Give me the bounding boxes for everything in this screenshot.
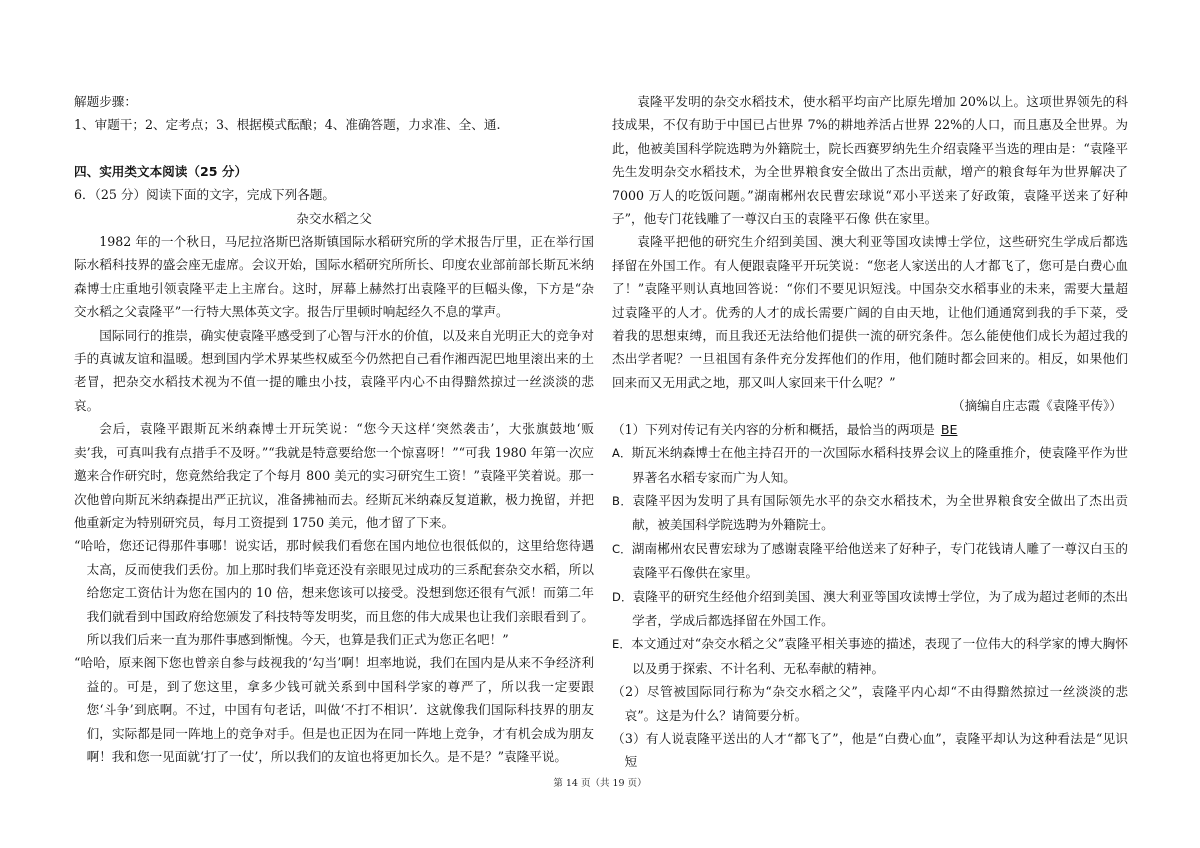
option-text: 袁隆平的研究生经他介绍到美国、澳大利亚等国攻读博士学位，为了成为超过老师的杰出学者，学成后都选择留在外国工作。 [632,588,1129,628]
option-c [612,537,1128,585]
article-paragraph: 国际同行的推崇，确实使袁隆平感受到了心智与汗水的价值，以及来自光明正大的竞争对手的真诚友谊和温暖。想到国内学术界某些权威至今仍然把自己看作湘西泥巴地里滚出来的土老冒，把杂交水稻技术视为不值一提的雕虫小技，袁隆平内心不由得黯然掠过一丝淡淡的悲哀。 [74,327,594,413]
section-heading: 四、实用类文本阅读（25 分） [74,163,248,179]
option-e [612,632,1128,680]
option-letter: E． [612,637,632,652]
question-2: （2）尽管被国际同行称为“杂交水稻之父”，袁隆平内心却“不由得黯然掠过一丝淡淡的悲哀”。这是为什么？请简要分析。 [612,684,1128,723]
question-3: （3）有人说袁隆平送出的人才“都飞了”，他是“白费心血”，袁隆平却认为这种看法是“见识短 [612,730,1128,770]
option-text: 湖南郴州农民曹宏球为了感谢袁隆平给他送来了好种子，专门花钱请人雕了一尊汉白玉的袁隆平石像供在家里。 [631,540,1128,581]
option-letter: C． [612,541,632,556]
article-paragraph: 袁隆平发明的杂交水稻技术，使水稻平均亩产比原先增加 20%以上。这项世界领先的科技成果，不仅有助于中国已占世界 7%的耕地养活占世界 22%的人口，而且惠及全世界。为此，他被美国科学院选聘为外籍院士，院长西赛罗纳先生介绍袁隆平当选的理由是：“袁隆平先生发明杂交水稻技术，为全世界粮食安全做出了杰出贡献，增产的粮食每年为世界解决了 7000 万人的吃饭问题。”湖南郴州农民曹宏球说“邓小平送来了好政策，袁隆平送来了好种子”，他专门花钱雕了一尊汉白玉的袁隆平石像 供在家里。 [612,94,1128,227]
question-1-text: （1）下列对传记有关内容的分析和概括，最恰当的两项是 [612,421,935,437]
left-column [74,90,594,768]
option-letter: A． [612,446,632,461]
option-b [612,489,1128,537]
option-a [612,441,1128,489]
article-title: 杂交水稻之父 [296,210,372,226]
article-paragraph: 会后，袁隆平跟斯瓦米纳森博士开玩笑说：“您今天这样‘突然袭击’，大张旗鼓地‘贩卖’我，可真叫我有点措手不及呀。”“我就是特意要给您一个惊喜呀！”“可我 1980 年第一次应邀来合作研究时，您竟然给我定了个每月 800 美元的实习研究生工资！”袁隆平笑着说。那一次他曾向斯瓦米纳森提出严正抗议，准备拂袖而去。经斯瓦米纳森反复道歉，极力挽留，并把他重新定为特别研究员，每月工资提到 1750 美元，他才留了下来。 [74,421,594,530]
article-paragraph: “哈哈，原来阁下您也曾亲自参与歧视我的‘勾当’啊！坦率地说，我们在国内是从来不争经济利益的。可是，到了您这里，拿多少钱可就关系到中国科学家的尊严了，所以我一定要跟您‘斗争’到底啊。不过，中国有句老话，叫做‘不打不相识’．这就像我们国际科技界的朋友们，实际都是同一阵地上的竞争对手。但是也正因为在同一阵地上竞争，才有机会成为朋友啊！我和您一见面就‘打了一仗’，所以我们的友谊也将更加长久。是不是？”袁隆平说。 [74,655,594,764]
steps-title: 解题步骤： [74,94,137,109]
article-source: （摘编自庄志霞《袁隆平传》） [951,398,1122,414]
option-text: 斯瓦米纳森博士在他主持召开的一次国际水稻科技界会议上的隆重推介，使袁隆平作为世界著名水稻专家而广为人知。 [631,445,1128,485]
article-paragraph: 1982 年的一个秋日，马尼拉洛斯巴洛斯镇国际水稻研究所的学术报告厅里，正在举行国际水稻科技界的盛会座无虚席。会议开始，国际水稻研究所所长、印度农业部前部长斯瓦米纳森博士庄重地引领袁隆平走上主席台。这时，屏幕上赫然打出袁隆平的巨幅头像，下方是“杂交水稻之父袁隆平”一行特大黑体英文字。报告厅里顿时响起经久不息的掌声。 [74,234,594,320]
option-text: 本文通过对“杂交水稻之父”袁隆平相关事迹的描述，表现了一位伟大的科学家的博大胸怀以及勇于探索、不计名利、无私奉献的精神。 [631,636,1128,676]
option-d [612,585,1128,633]
article-paragraph: “哈哈，您还记得那件事哪！说实话，那时候我们看您在国内地位也很低似的，这里给您待遇太高，反而使我们丢份。加上那时我们毕竟还没有亲眼见过成功的三系配套杂交水稻，所以给您定工资估计为您在国内的 10 倍，想来您该可以接受。没想到您还很有气派！而第二年我们就看到中国政府给您颁发了科技特等发明奖，而且您的伟大成果也让我们亲眼看到了。所以我们后来一直为那件事感到惭愧。今天，也算是我们正式为您正名吧！” [74,538,594,647]
option-letter: B． [612,493,633,508]
question-intro: 6．（25 分）阅读下面的文字，完成下列各题。 [74,187,336,203]
option-text: 袁隆平因为发明了具有国际领先水平的杂交水稻技术，为全世界粮食安全做出了杰出贡献，被美国科学院选聘为外籍院士。 [632,492,1129,533]
article-paragraph: 袁隆平把他的研究生介绍到美国、澳大利亚等国攻读博士学位，这些研究生学成后都选择留在外国工作。有人便跟袁隆平开玩笑说：“您老人家送出的人才都飞了，您可是白费心血了！”袁隆平则认真地回答说：“你们不要见识短浅。中国杂交水稻事业的未来，需要大量超过袁隆平的人才。优秀的人才的成长需要广阔的自由天地，让他们通通窝到我的手下菜，受着我的思想束缚，而且我还无法给他们提供一流的研究条件。怎么能使他们成长为超过我的杰出学者呢？一旦祖国有条件充分发挥他们的作用，他们随时都会回来的。相反，如果他们回来而又无用武之地，那又叫人家回来干什么呢？” [612,234,1128,390]
right-column [612,90,1128,774]
question-1 [612,418,1128,441]
question-1-answer: BE [940,421,958,437]
page-footer: 第 14 页（共 19 页） [553,778,647,789]
option-letter: D． [612,589,633,604]
steps-text: 1、审题干；2、定考点；3、根据模式酝酿；4、准确答题，力求准、全、通. [74,117,501,133]
